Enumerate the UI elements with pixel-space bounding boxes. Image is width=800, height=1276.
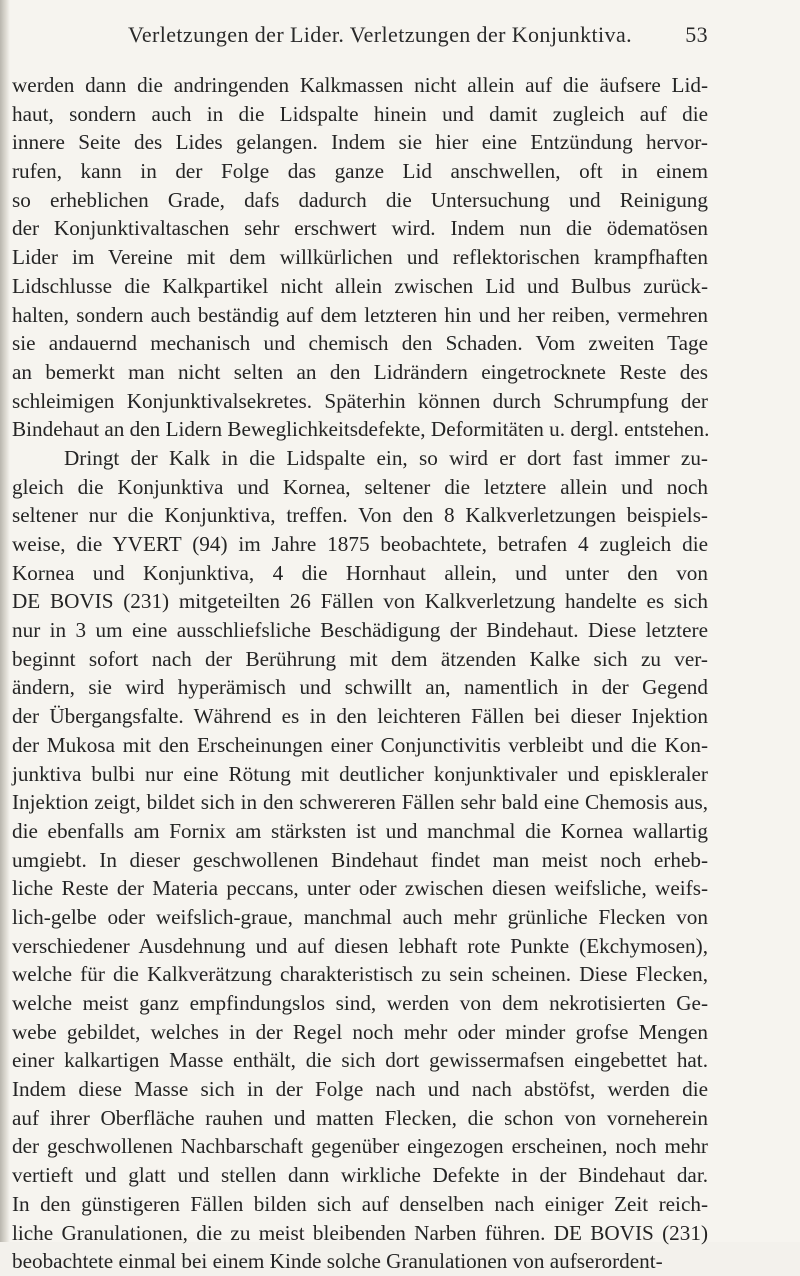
text-line: Kornea und Konjunktiva, 4 die Hornhaut allein, und unter den von: [12, 560, 708, 585]
text-line: welche meist ganz empfindungslos sind, werden von dem nekrotisierten Ge-: [12, 991, 708, 1015]
text-line: Lidschlusse die Kalkpartikel nicht allein zwischen Lid und Bulbus zurück-: [12, 273, 708, 298]
text-line: beginnt sofort nach der Berührung mit dem ätzenden Kalke sich zu ver-: [12, 646, 708, 671]
text-line: seltener nur die Konjunktiva, treffen. Von den 8 Kalkverletzungen beispiels-: [12, 503, 708, 528]
text-line: In den günstigeren Fällen bilden sich auf denselben nach einiger Zeit reich-: [12, 1191, 708, 1216]
text-line: innere Seite des Lides gelangen. Indem sie hier eine Entzündung hervor-: [12, 130, 708, 155]
text-line: haut, sondern auch in die Lidspalte hinein und damit zugleich auf die: [12, 101, 708, 126]
text-line: beobachtete einmal bei einem Kinde solche Granulationen von aufserordent-: [12, 1249, 663, 1274]
text-line: nur in 3 um eine ausschliefsliche Beschädigung der Bindehaut. Diese letztere: [12, 618, 708, 643]
text-line: junktiva bulbi nur eine Rötung mit deutlicher konjunktivaler und episkleraler: [12, 761, 708, 786]
text-line: so erheblichen Grade, dafs dadurch die Untersuchung und Reinigung: [12, 187, 708, 212]
text-line: lich-gelbe oder weifslich-graue, manchmal auch mehr grünliche Flecken von: [12, 904, 708, 929]
running-head-title: Verletzungen der Lider. Verletzungen der Konjunktiva.: [128, 22, 633, 47]
text-line: werden dann die andringenden Kalkmassen nicht allein auf die äufsere Lid-: [12, 73, 708, 97]
text-line: Injektion zeigt, bildet sich in den schwereren Fällen sehr bald eine Chemosis aus,: [12, 790, 708, 815]
body-text: [12, 71, 708, 1276]
paragraph-start-line: Dringt der Kalk in die Lidspalte ein, so wird er dort fast immer zu-: [64, 445, 708, 470]
text-line: sie andauernd mechanisch und chemisch den Schaden. Vom zweiten Tage: [12, 331, 708, 356]
text-line: verschiedener Ausdehnung und auf diesen lebhaft rote Punkte (Ekchymosen),: [12, 933, 708, 958]
running-head: [128, 22, 708, 56]
text-line: rufen, kann in der Folge das ganze Lid anschwellen, oft in einem: [12, 159, 708, 184]
text-line: Bindehaut an den Lidern Beweglichkeitsdefekte, Deformitäten u. dergl. entstehen.: [12, 417, 710, 442]
text-line: einer kalkartigen Masse enthält, die sich dort gewissermafsen eingebettet hat.: [12, 1048, 708, 1073]
text-line: webe gebildet, welches in der Regel noch mehr oder minder grofse Mengen: [12, 1019, 708, 1044]
text-line: an bemerkt man nicht selten an den Lidrändern eingetrocknete Reste des: [12, 359, 708, 384]
page-gutter-shadow: [0, 0, 10, 1242]
text-line: die ebenfalls am Fornix am stärksten ist und manchmal die Kornea wallartig: [12, 818, 708, 843]
text-line: DE BOVIS (231) mitgeteilten 26 Fällen von Kalkverletzung handelte es sich: [12, 589, 708, 614]
text-line: umgiebt. In dieser geschwollenen Bindehaut findet man meist noch erheb-: [12, 847, 708, 872]
text-line: der Konjunktivaltaschen sehr erschwert wird. Indem nun die ödematösen: [12, 216, 708, 241]
text-line: der geschwollenen Nachbarschaft gegenüber eingezogen erscheinen, noch mehr: [12, 1134, 708, 1159]
text-line: Lider im Vereine mit dem willkürlichen und reflektorischen krampfhaften: [12, 245, 708, 270]
text-line: der Mukosa mit den Erscheinungen einer Conjunctivitis verbleibt und die Kon-: [12, 732, 708, 757]
text-line: ändern, sie wird hyperämisch und schwillt an, namentlich in der Gegend: [12, 675, 708, 700]
text-line: auf ihrer Oberfläche rauhen und matten Flecken, die schon von vorneherein: [12, 1105, 708, 1130]
text-line: vertieft und glatt und stellen dann wirkliche Defekte in der Bindehaut dar.: [12, 1163, 708, 1188]
text-line: schleimigen Konjunktivalsekretes. Späterhin können durch Schrumpfung der: [12, 388, 708, 413]
text-line: gleich die Konjunktiva und Kornea, seltener die letztere allein und noch: [12, 474, 708, 499]
text-line: halten, sondern auch beständig auf dem letzteren hin und her reiben, vermehren: [12, 302, 708, 327]
text-line: Indem diese Masse sich in der Folge nach und nach abstöfst, werden die: [12, 1077, 708, 1102]
text-line: liche Reste der Materia peccans, unter oder zwischen diesen weifsliche, weifs-: [12, 876, 708, 901]
text-line: liche Granulationen, die zu meist bleibenden Narben führen. DE BOVIS (231): [12, 1220, 708, 1245]
text-line: weise, die YVERT (94) im Jahre 1875 beobachtete, betrafen 4 zugleich die: [12, 532, 708, 556]
text-line: welche für die Kalkverätzung charakteristisch zu sein scheinen. Diese Flecken,: [12, 962, 708, 987]
text-line: der Übergangsfalte. Während es in den leichteren Fällen bei dieser Injektion: [12, 704, 708, 729]
page-number: 53: [685, 22, 708, 47]
